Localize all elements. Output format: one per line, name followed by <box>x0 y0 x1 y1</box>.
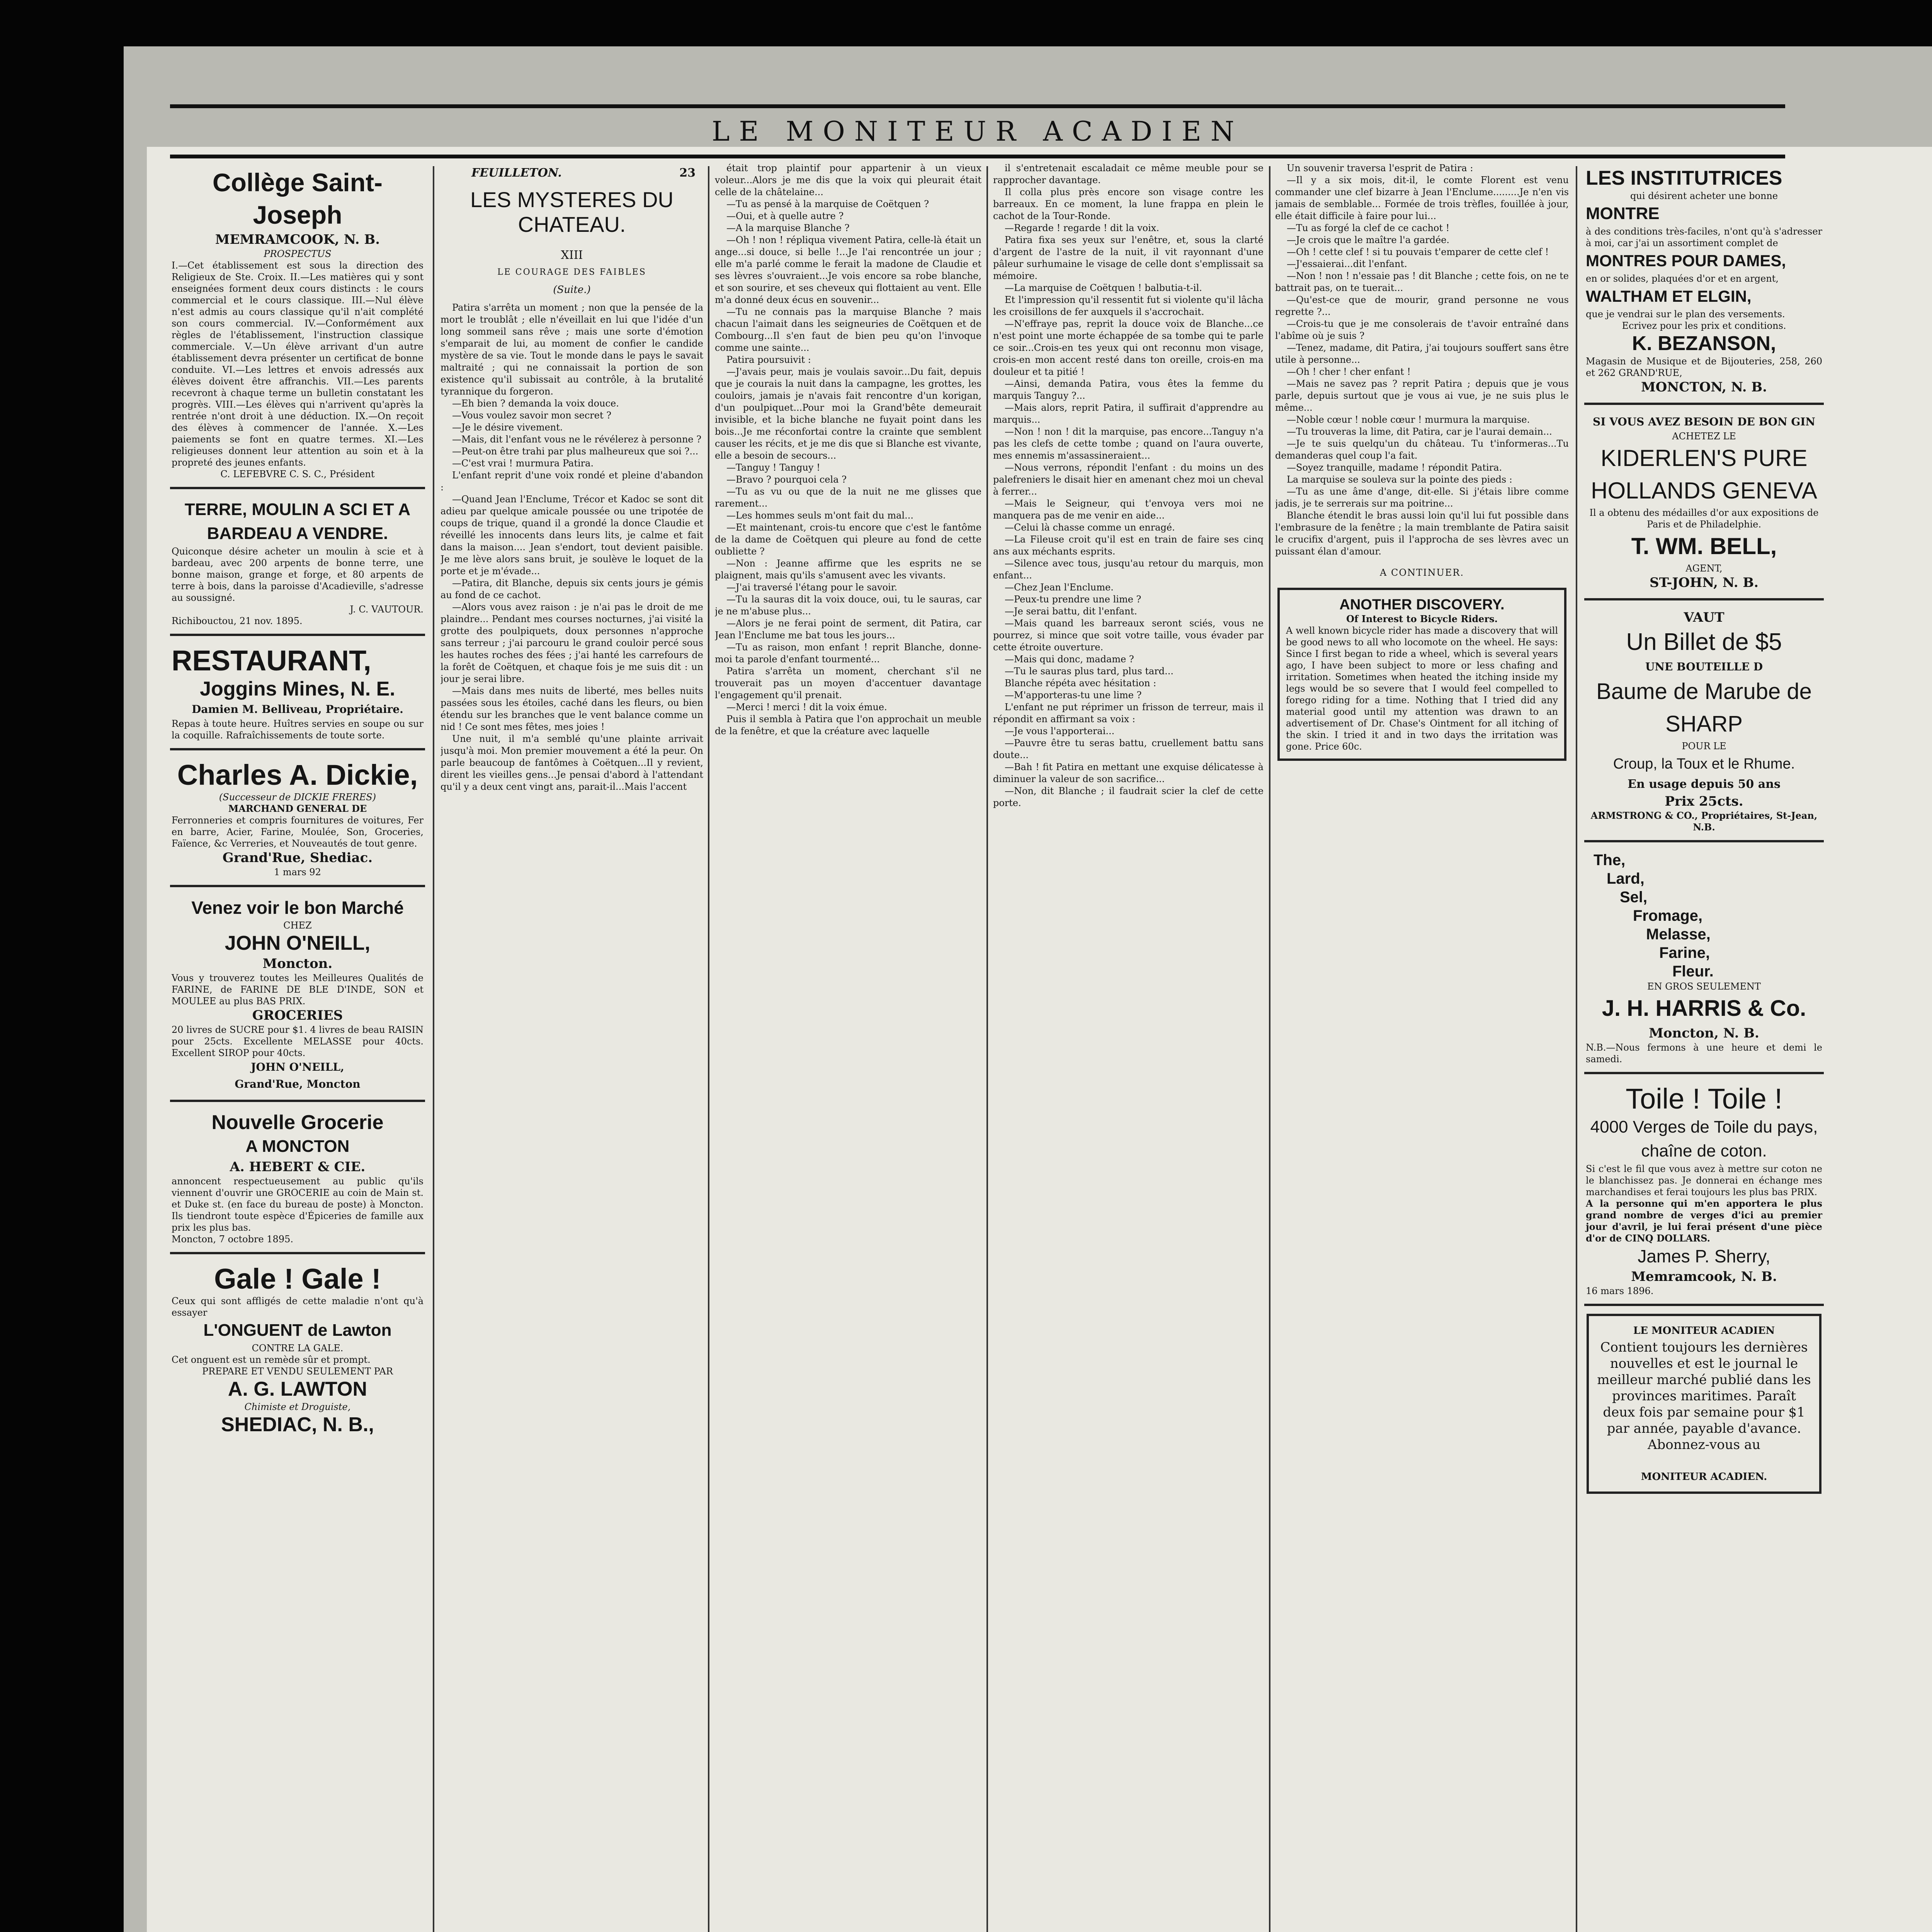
ad-body: à des conditions très-faciles, n'ont qu'à s'adresser à moi, car j'ai un assortiment complet de <box>1586 226 1822 248</box>
paragraph: —Oh ! cher ! cher enfant ! <box>1287 366 1411 377</box>
item-label: The, <box>1594 852 1626 869</box>
ad-owner: Damien M. Belliveau, Propriétaire. <box>192 703 403 716</box>
paragraph: —Mais, dit l'enfant vous ne le révélerez à personne ? <box>452 434 702 445</box>
ad-subhead: GROCERIES <box>252 1008 343 1023</box>
paragraph: —Tu ne connais pas la marquise Blanche ? mais chacun l'aimait dans les seigneuries de Coëtquen et de Combourg...Il s'en faut de bien peu qu'on l'invoque comme une sainte... <box>715 306 981 353</box>
paragraph: —Tu as une âme d'ange, dit-elle. Si j'étais libre comme jadis, je te serrerais sur ma poitrine... <box>1275 486 1569 509</box>
column-rule <box>1269 166 1270 1932</box>
paragraph: —J'avais peur, mais je voulais savoir...Du fait, depuis que je courais la nuit dans la campagne, les grottes, les couloirs, jamais je n'avais fait rencontre d'un korigan, d'un poulpiquet...Pour moi la Grand'bête demeurait invisible, et la biche blanche ne fuyait point dans les bois...Je me réconfortai contre la crainte que semblent causer les récits, et je me dis que si Blanche est vivante, elle a besoin de secours... <box>715 366 981 461</box>
ad-body: Quiconque désire acheter un moulin à scie et à bardeau, avec 200 arpents de bonne terre, une bonne maison, grange et forge, et 80 arpents de terre à bois, dans la paroisse d'Acadieville, s'adresse au soussigné. <box>172 546 423 603</box>
box-title: ANOTHER DISCOVERY. <box>1339 597 1505 613</box>
ad-title: Collège Saint-Joseph <box>212 168 383 229</box>
ad-chez: CHEZ <box>283 920 312 931</box>
paragraph: était trop plaintif pour appartenir à un vieux voleur...Alors je me dis que la voix qui pleurait était celle de la châtelaine... <box>715 163 981 197</box>
paragraph: —Bah ! fit Patira en mettant une exquise délicatesse à diminuer la valeur de son sacrifice... <box>993 762 1264 784</box>
paragraph: —Mais le Seigneur, qui t'envoya vers moi ne manquera pas de me venir en aide... <box>993 498 1264 521</box>
ad-product: L'ONGUENT de Lawton <box>203 1321 392 1340</box>
paragraph: —J'essaierai...dit l'enfant. <box>1287 259 1407 269</box>
ad-signature: C. LEFEBVRE C. S. C., Président <box>220 469 375 480</box>
paragraph: —Tu trouveras la lime, dit Patira, car je l'aurai demain... <box>1287 426 1552 437</box>
ad-agent: T. WM. BELL, <box>1631 533 1777 559</box>
column-2-feuilleton <box>440 162 703 1932</box>
column-3 <box>715 162 981 1932</box>
paragraph: —Eh bien ? demanda la voix douce. <box>452 398 619 409</box>
paragraph: Patira fixa ses yeux sur l'enêtre, et, sous la clarté d'argent de l'astre de la nuit, il vit rayonnant d'une pâleur surhumaine le visage de celle dont s'emplissait sa mémoire. <box>993 235 1264 281</box>
ad-place: ST-JOHN, N. B. <box>1650 575 1759 590</box>
paragraph: La marquise se souleva sur la pointe des pieds : <box>1287 474 1512 485</box>
paragraph: —Soyez tranquille, madame ! répondit Patira. <box>1287 462 1502 473</box>
paragraph: —Vous voulez savoir mon secret ? <box>452 410 612 421</box>
ad-place: Memramcook, N. B. <box>1631 1269 1777 1284</box>
ad-place: Joggins Mines, N. E. <box>200 678 395 700</box>
paragraph: —Mais dans mes nuits de liberté, mes belles nuits passées sous les étoiles, caché dans les fleurs, ou bien étendu sur les branches que le vent balance comme un nid ! Ce sont mes fêtes, mes joies ! <box>440 685 703 732</box>
ad-body: Ferronneries et compris fournitures de voitures, Fer en barre, Acier, Farine, Moulée, Son, Groceries, Faïence, &c Verreries, et Nouveautés de tout genre. <box>172 815 423 849</box>
ad-body: A la personne qui m'en apportera le plus grand nombre de verges d'ici au premier jour d'avril, je lui ferai présent d'une pièce d'or de CINQ DOLLARS. <box>1586 1198 1822 1244</box>
ad-place: MEMRAMCOOK, N. B. <box>215 232 380 247</box>
paragraph: —Bravo ? pourquoi cela ? <box>726 474 847 485</box>
ad-vaut: VAUT <box>1684 610 1725 625</box>
paragraph: —Je serai battu, dit l'enfant. <box>1005 606 1137 617</box>
column-5 <box>1275 162 1569 1932</box>
ad-proprietor: ARMSTRONG & CO., Propriétaires, St-Jean, N.B. <box>1590 810 1818 833</box>
article-body <box>993 162 1264 809</box>
ad-signature: MONITEUR ACADIEN. <box>1641 1471 1767 1483</box>
continuer-label: A CONTINUER. <box>1380 567 1464 578</box>
paragraph: Patira s'arrêta un moment, cherchant s'il ne trouverait pas un moyen d'accentuer davantage l'engagement qu'il prenait. <box>715 666 981 701</box>
paragraph: —Non : Jeanne affirme que les esprits ne se plaignent, mais qu'ils s'amusent avec les vivants. <box>715 558 981 581</box>
ad-institutrices <box>1584 162 1824 405</box>
ad-price: Prix 25cts. <box>1665 794 1743 809</box>
ad-place: Moncton, N. B. <box>1649 1026 1759 1041</box>
ad-name: J. H. HARRIS & Co. <box>1602 996 1806 1021</box>
masthead: LE MONITEUR ACADIEN <box>170 104 1785 158</box>
ad-achetez: ACHETEZ LE <box>1672 431 1736 442</box>
paragraph: —A la marquise Blanche ? <box>726 223 850 233</box>
paragraph: —Alors je ne ferai point de serment, dit Patira, car Jean l'Enclume me bat tous les jours... <box>715 618 981 641</box>
ad-gros: EN GROS SEULEMENT <box>1647 981 1761 992</box>
paragraph: —Nous verrons, répondit l'enfant : du moins un des palefreniers le disait hier en amenant chez moi un cheval à ferrer... <box>993 462 1264 497</box>
ad-subhead: MONTRES POUR DAMES, <box>1586 252 1786 270</box>
paragraph: —Tu as raison, mon enfant ! reprit Blanche, donne-moi ta parole d'enfant tourmenté... <box>715 642 981 665</box>
another-discovery-box <box>1277 588 1566 761</box>
ad-toile <box>1584 1079 1824 1306</box>
ad-body: I.—Cet établissement est sous la direction des Religieux de Ste. Croix. II.—Les matières qui y sont enseignées forment deux cours distincts : le cours commercial et le cours classique. III.—Nul élève n'est admis au cours classique qu'il n'ait complété son cours commercial. IV.—Conformément aux règles de l'établissement, l'instruction classique commerciale. V.—Un élève arrivant d'un autre établissement devra présenter un certificat de bonne conduite. VI.—Les lettres et envois adressés aux élèves doivent être affranchis. VII.—Les parents recevront à chaque terme un bulletin constatant les progrès. VIII.—Les élèves qui n'arrivent qu'après la rentrée n'ont droit à une déduction. IX.—On reçoit des élèves à commencer de l'année. X.—Les paiements se font en quatre termes. XI.—Les religieuses donnent leur attention au soin et à la propreté des jeunes enfants. <box>172 260 423 468</box>
ad-title: TERRE, MOULIN A SCI ET A BARDEAU A VENDRE. <box>184 500 411 543</box>
ad-billet <box>1584 605 1824 842</box>
paragraph: —Regarde ! regarde ! dit la voix. <box>1005 223 1159 233</box>
feuilleton-label: FEUILLETON. <box>471 166 562 180</box>
paragraph: —Peux-tu prendre une lime ? <box>1005 594 1141 605</box>
feuilleton-title: LES MYSTERES DU CHATEAU. <box>470 187 673 236</box>
paragraph: —Qu'est-ce que de mourir, grand personne ne vous regrette ?... <box>1275 294 1569 317</box>
paragraph: —Je te suis quelqu'un du château. Tu t'informeras...Tu demanderas quel coup l'a fait. <box>1275 438 1569 461</box>
paragraph: —Mais qui donc, madame ? <box>1005 654 1134 665</box>
ad-harris <box>1584 847 1824 1074</box>
ad-body: Il a obtenu des médailles d'or aux expositions de Paris et de Philadelphie. <box>1589 507 1819 530</box>
paragraph: —Chez Jean l'Enclume. <box>1005 582 1114 593</box>
paragraph: —Et maintenant, crois-tu encore que c'est le fantôme de la dame de Coëtquen qui pleure au fond de cette oubliette ? <box>715 522 981 557</box>
feuilleton-number: 23 <box>679 166 696 180</box>
paragraph: Un souvenir traversa l'esprit de Patira : <box>1287 163 1473 173</box>
ad-contre: CONTRE LA GALE. <box>252 1343 344 1354</box>
ad-name: A. HEBERT & CIE. <box>230 1159 366 1175</box>
item-label: Melasse, <box>1646 926 1711 943</box>
ad-prep: PREPARE ET VENDU SEULEMENT PAR <box>202 1366 393 1377</box>
paragraph: —Oh ! cette clef ! si tu pouvais t'emparer de cette clef ! <box>1287 247 1549 257</box>
ad-title: Toile ! Toile ! <box>1626 1083 1782 1115</box>
ad-date: 1 mars 92 <box>274 867 321 878</box>
ad-date: Richibouctou, 21 nov. 1895. <box>172 616 303 626</box>
ad-lead: SI VOUS AVEZ BESOIN DE BON GIN <box>1593 415 1815 428</box>
ad-body: Si c'est le fil que vous avez à mettre sur coton ne le blanchissez pas. Je donnerai en échange mes marchandises et ferai toujours les plus bas PRIX. <box>1586 1163 1822 1197</box>
paragraph: —Peut-on être trahi par plus malheureux que soi ?... <box>452 446 699 457</box>
ad-title: Un Billet de $5 <box>1626 629 1782 655</box>
ad-title: Nouvelle Grocerie <box>211 1111 384 1134</box>
box-body: A well known bicycle rider has made a discovery that will be good news to all who locomote on the wheel. He says: Since I first began to ride a wheel, which is several years ago, I have been subject to more or less chafing and irritation. Sometimes when heated the itching inside my legs would be so severe that I would feel compelled to forego riding for a time. Nothing that I tried did any material good until my attention was drawn to an advertisement of Dr. Chase's Ointment for all itching of the skin. I tried it and in two days the irritation was gone. Price 60c. <box>1286 625 1558 752</box>
paragraph: —Il y a six mois, dit-il, le comte Florent est venu commander une clef bizarre à Jean l'Enclume.........Je n'en vis jamais de semblable... Formée de trois trèfles, fouillée à jour, elle était difficile à faire pour lui... <box>1275 175 1569 221</box>
ad-signature: JOHN O'NEILL, <box>251 1061 344 1073</box>
ad-oneill <box>170 892 425 1102</box>
ad-title: Gale ! Gale ! <box>214 1263 381 1295</box>
article-body <box>715 162 981 737</box>
ad-place: Grand'Rue, Moncton <box>235 1078 361 1090</box>
paragraph: —Tu as pensé à la marquise de Coëtquen ? <box>726 199 929 209</box>
paragraph: —La marquise de Coëtquen ! balbutia-t-il. <box>1005 282 1202 293</box>
ad-college <box>170 162 425 489</box>
ad-body: en or solides, plaquées d'or et en argent, <box>1586 273 1779 284</box>
ad-dickie <box>170 755 425 887</box>
ad-name: James P. Sherry, <box>1638 1246 1770 1266</box>
paragraph: —Oh ! non ! répliqua vivement Patira, celle-là était un ange...si douce, si belle !...Je l'ai rencontrée un jour ; elle m'a parlé comme le ferait la madone de Claudie et ses lèvres s'ouvraient...Je vois encore sa robe blanche, et son sourire, et ses cheveux qui flottaient au vent. Elle m'a donné deux écus en souvenir... <box>715 235 981 305</box>
paragraph: Patira poursuivit : <box>726 354 811 365</box>
paragraph: Puis il sembla à Patira que l'on approchait un meuble de la fenêtre, et que la créature avec laquelle <box>715 714 981 736</box>
ad-place: MONCTON, N. B. <box>1641 379 1767 395</box>
paragraph: —Tenez, madame, dit Patira, j'ai toujours souffert sans être utile à personne... <box>1275 342 1569 365</box>
ad-place: Grand'Rue, Shediac. <box>222 850 373 866</box>
paragraph: Il colla plus près encore son visage contre les barreaux. En ce moment, la lune frappa en plein le cachot de la Tour-Ronde. <box>993 187 1264 221</box>
ad-moniteur <box>1587 1314 1821 1494</box>
paragraph: —Non ! non ! n'essaie pas ! dit Blanche ; cette fois, on ne te battrait pas, on te tuerait... <box>1275 270 1569 293</box>
ad-place: A MONCTON <box>245 1137 350 1156</box>
paragraph: —Mais alors, reprit Patira, il suffirait d'apprendre au marquis... <box>993 402 1264 425</box>
paragraph: —Mais quand les barreaux seront sciés, vous ne pourrez, si mince que soit votre taille, vous évader par cette étroite ouverture. <box>993 618 1264 653</box>
paragraph: —Alors vous avez raison : je n'ai pas le droit de me plaindre... Pendant mes courses nocturnes, j'ai visité la grotte des poulpiquets, doux personnes n'approche sans terreur ; j'ai parcouru le grand couloir percé sous les hautes roches des fées ; j'ai hanté les carrefours de la forêt de Coëtquen, et chaque fois je me suis dit : un jour je serai libre. <box>440 602 703 684</box>
column-1 <box>170 162 425 1932</box>
paragraph: —Je vous l'apporterai... <box>1005 726 1115 736</box>
ad-nouvelle-grocerie <box>170 1107 425 1254</box>
paragraph: —Quand Jean l'Enclume, Trécor et Kadoc se sont dit adieu par quelque amicale poussée ou une tripotée de coups de trique, quand il a grondé la donce Claudie et réveillé les innocents dans leurs lits, je calme et fait dans la maison.... Jean s'endort, tout devient paisible. Je me lève alors sans bruit, je soulève le loquet de la porte et je m'évade... <box>440 494 703 577</box>
paragraph: —J'ai traversé l'étang pour le savoir. <box>726 582 898 593</box>
article-body <box>440 302 703 793</box>
paragraph: —Pauvre être tu seras battu, cruellement battu sans doute... <box>993 738 1264 760</box>
paragraph: —Merci ! merci ! dit la voix émue. <box>726 702 887 713</box>
paragraph: L'enfant reprit d'une voix rondé et pleine d'abandon : <box>440 470 703 493</box>
ad-name: JOHN O'NEILL, <box>224 932 371 954</box>
paragraph: Une nuit, il m'a semblé qu'une plainte arrivait jusqu'à moi. Mon premier mouvement a été la peur. On parle beaucoup de fantômes à Coëtquen...Il y revient, dirent les vieilles gens...Je pensai d'abord à l'attendant qu'il y a deux cent vingt ans, parait-il...Mais l'accent <box>440 733 703 792</box>
ad-label: PROSPECTUS <box>264 248 332 259</box>
ad-date: 16 mars 1896. <box>1586 1286 1654 1296</box>
box-subtitle: Of Interest to Bicycle Riders. <box>1346 613 1498 624</box>
ad-body: Ecrivez pour les prix et conditions. <box>1622 320 1786 331</box>
paragraph: —Je le désire vivement. <box>452 422 563 433</box>
paragraph: —Mais ne savez pas ? reprit Patira ; depuis que je vous parle, depuis surtout que je vous ai vue, je ne suis plus le même... <box>1275 378 1569 413</box>
ad-gale <box>170 1259 425 1444</box>
chapter-title: LE COURAGE DES FAIBLES <box>497 267 646 277</box>
ad-terre <box>170 494 425 636</box>
item-label: Farine, <box>1659 944 1710 961</box>
column-6 <box>1584 162 1824 1932</box>
ad-role: AGENT, <box>1685 563 1723 574</box>
ad-body: Ceux qui sont affligés de cette maladie n'ont qu'à essayer <box>172 1296 423 1318</box>
column-4 <box>993 162 1264 1932</box>
paragraph: —M'apporteras-tu une lime ? <box>1005 690 1142 701</box>
ad-body: 20 livres de SUCRE pour $1. 4 livres de beau RAISIN pour 25cts. Excellente MELASSE pour 40cts. Excellent SIROP pour 40cts. <box>172 1024 423 1058</box>
ad-lead: Venez voir le bon Marché <box>191 898 404 918</box>
paragraph: —Oui, et à quelle autre ? <box>726 211 844 221</box>
ad-body: Vous y trouverez toutes les Meilleures Qualités de FARINE, de FARINE DE BLE D'INDE, SON et MOULEE au plus BAS PRIX. <box>172 973 423 1007</box>
ad-signature: J. C. VAUTOUR. <box>350 604 423 615</box>
column-rule <box>708 166 709 1932</box>
ad-subhead: MONTRE <box>1586 204 1660 223</box>
paragraph: —Les hommes seuls m'ont fait du mal... <box>726 510 914 521</box>
ad-body: qui désirent acheter une bonne <box>1630 190 1778 201</box>
ad-subtitle: 4000 Verges de Toile du pays, chaîne de coton. <box>1590 1117 1818 1160</box>
ad-body: Contient toujours les dernières nouvelles et est le journal le meilleur marché publié dans les provinces maritimes. Paraît deux fois par semaine pour $1 par année, payable d'avance. Abonnez-vous au <box>1597 1340 1811 1452</box>
item-label: Fleur. <box>1672 963 1714 980</box>
item-label: Fromage, <box>1633 907 1703 924</box>
ad-usage: En usage depuis 50 ans <box>1628 777 1781 791</box>
ad-body: annoncent respectueusement au public qu'ils viennent d'ouvrir une GROCERIE au coin de Main st. et Duke st. (en face du bureau de poste) à Moncton. Ils tiendront toute espèce d'Épiceries de famille aux prix les plus bas. <box>172 1176 423 1233</box>
ad-role: MARCHAND GENERAL DE <box>228 803 367 814</box>
ad-title: LE MONITEUR ACADIEN <box>1633 1325 1775 1337</box>
ad-name: K. BEZANSON, <box>1632 332 1776 355</box>
ad-product: Baume de Marube de SHARP <box>1596 679 1812 736</box>
paragraph: il s'entretenait escaladait ce même meuble pour se rapprocher davantage. <box>993 163 1264 185</box>
ad-title: LES INSTITUTRICES <box>1586 167 1782 189</box>
ad-name: A. G. LAWTON <box>228 1378 367 1400</box>
item-list <box>1586 851 1822 981</box>
ad-body: Repas à toute heure. Huîtres servies en soupe ou sur la coquille. Rafraîchissements de toute sorte. <box>172 718 423 741</box>
paragraph: —Ainsi, demanda Patira, vous êtes la femme du marquis Tanguy ?... <box>993 378 1264 401</box>
ad-body: que je vendrai sur le plan des versements. <box>1586 309 1785 320</box>
ad-restaurant <box>170 641 425 750</box>
paragraph: —La Fileuse croit qu'il est en train de faire ses cinq ans aux méchants esprits. <box>993 534 1264 557</box>
paragraph: —Patira, dit Blanche, depuis six cents jours je gémis au fond de ce cachot. <box>440 578 703 600</box>
paragraph: —Tu le sauras plus tard, plus tard... <box>1005 666 1174 677</box>
column-rule <box>1576 166 1577 1932</box>
ad-place: Moncton. <box>262 956 333 971</box>
ad-place: SHEDIAC, N. B., <box>221 1413 374 1436</box>
ad-role: Chimiste et Droguiste, <box>244 1401 351 1412</box>
ad-title: RESTAURANT, <box>172 645 371 677</box>
ad-body: Croup, la Toux et le Rhume. <box>1613 756 1795 772</box>
paragraph: Patira s'arrêta un moment ; non que la pensée de la mort le troublât ; elle n'éveillait en lui que l'idée d'un long sommeil sans rêve ; mais une sorte d'émotion s'emparait de lui, au moment de confier le candide mystère de sa vie. Tout le monde dans le pays le savait maltraité ; qui ne connaissait la portion de son existence qu'il subissait au contrôle, à la brutalité tyrannique du forgeron. <box>440 302 703 397</box>
paragraph: —Non ! non ! dit la marquise, pas encore...Tanguy n'a pas les clefs de cette tombe ; quand on l'aura ouverte, mes ennemis m'assassineraient... <box>993 426 1264 461</box>
ad-note: N.B.—Nous fermons à une heure et demi le samedi. <box>1586 1042 1822 1065</box>
paragraph: —N'effraye pas, reprit la douce voix de Blanche...ce n'est point une morte échappée de sa tombe qui te parle ce soir...Crois-en tes yeux qui ont reconnu mon visage, crois-en mon accent resté dans ton oreille, crois-en ma douleur et ta pitié ! <box>993 318 1264 377</box>
ad-body: Cet onguent est un remède sûr et prompt. <box>172 1354 371 1365</box>
chapter-number: XIII <box>561 248 583 262</box>
article-body <box>1275 162 1569 558</box>
paragraph: —C'est vrai ! murmura Patira. <box>452 458 594 469</box>
paragraph: Blanche étendit le bras aussi loin qu'il lui fut possible dans l'embrasure de la fenêtre ; la main tremblante de Patira saisit le crucifix d'argent, puis il l'approcha de ses lèvres avec un puissant élan d'amour. <box>1275 510 1569 557</box>
ad-une: UNE BOUTEILLE D <box>1645 660 1763 673</box>
paragraph: —Je crois que le maître l'a gardée. <box>1287 235 1450 245</box>
paragraph: Et l'impression qu'il ressentit fut si violente qu'il lâcha les croisillons de fer auxquels il s'accrochait. <box>993 294 1264 317</box>
item-label: Lard, <box>1607 870 1645 887</box>
ad-date: Moncton, 7 octobre 1895. <box>172 1234 293 1245</box>
ad-pour: POUR LE <box>1682 741 1726 752</box>
ad-subtitle: (Successeur de DICKIE FRERES) <box>219 792 376 803</box>
paragraph: —Tu as forgé la clef de ce cachot ! <box>1287 223 1450 233</box>
ad-subhead: WALTHAM ET ELGIN, <box>1586 287 1752 305</box>
item-label: Sel, <box>1620 889 1648 906</box>
ad-title: KIDERLEN'S PURE HOLLANDS GENEVA <box>1591 445 1817 503</box>
paragraph: Blanche répéta avec hésitation : <box>1005 678 1156 689</box>
column-rule <box>433 166 434 1932</box>
paragraph: —Tu la sauras dit la voix douce, oui, tu le sauras, car je ne m'abuse plus... <box>715 594 981 617</box>
ad-address: Magasin de Musique et de Bijouteries, 258, 260 et 262 GRAND'RUE, <box>1586 356 1822 378</box>
paragraph: —Celui là chasse comme un enragé. <box>1005 522 1175 533</box>
suite-label: (Suite.) <box>553 284 591 296</box>
paragraph: L'enfant ne put réprimer un frisson de terreur, mais il répondit en affirmant sa voix : <box>993 702 1264 724</box>
paragraph: —Crois-tu que je me consolerais de t'avoir entraîné dans l'abîme où je suis ? <box>1275 318 1569 341</box>
paragraph: —Tu as vu ou que de la nuit ne me glisses que rarement... <box>715 486 981 509</box>
ad-gin <box>1584 410 1824 600</box>
paragraph: —Tanguy ! Tanguy ! <box>726 462 820 473</box>
column-rule <box>986 166 988 1932</box>
paragraph: —Silence avec tous, jusqu'au retour du marquis, mon enfant... <box>993 558 1264 581</box>
paragraph: —Noble cœur ! noble cœur ! murmura la marquise. <box>1287 414 1530 425</box>
paragraph: —Non, dit Blanche ; il faudrait scier la clef de cette porte. <box>993 786 1264 808</box>
ad-title: Charles A. Dickie, <box>177 759 418 791</box>
